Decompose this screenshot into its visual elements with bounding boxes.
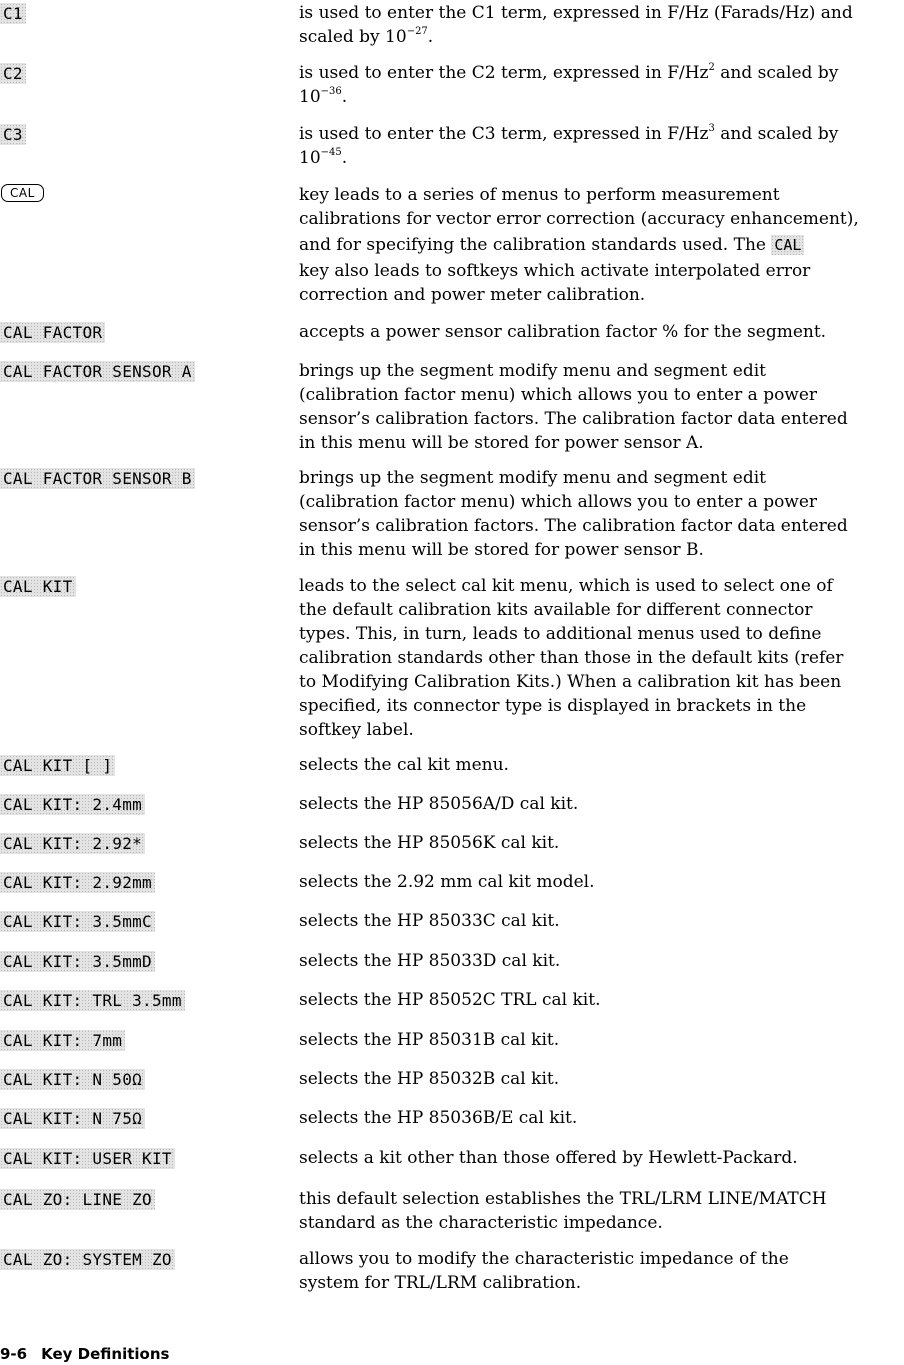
description-line: $10^{-45}$. — [299, 147, 348, 168]
description-line: calibrations for vector error correction (accuracy enhancement), — [299, 209, 859, 229]
entry-description — [299, 909, 904, 933]
description-line: selects the HP 85056K cal kit. — [299, 833, 560, 853]
description-line: calibration standards other than those in the default kits (refer — [299, 648, 844, 668]
description-line: in this menu will be stored for power sensor B. — [299, 540, 704, 560]
softkey-cal-zo-line-zo: CAL ZO: LINE ZO — [0, 1189, 155, 1210]
description-line: selects the HP 85031B cal kit. — [299, 1030, 560, 1050]
description-line: selects the HP 85036B/E cal kit. — [299, 1108, 578, 1128]
description-line: key also leads to softkeys which activate interpolated error — [299, 261, 811, 281]
description-line: correction and power meter calibration. — [299, 285, 646, 305]
description-line: and for specifying the calibration standards used. The CAL — [299, 231, 904, 259]
entry-description — [299, 183, 904, 307]
softkey-cal-factor: CAL FACTOR — [0, 322, 105, 343]
softkey-c2: C2 — [0, 63, 26, 84]
softkey-cal-kit-trl-3-5mm: CAL KIT: TRL 3.5mm — [0, 990, 185, 1011]
entry-description — [299, 792, 904, 816]
entry-description — [299, 1247, 904, 1295]
softkey-cal-kit-user-kit: CAL KIT: USER KIT — [0, 1148, 175, 1169]
description-line: (calibration factor menu) which allows you to enter a power — [299, 385, 818, 405]
softkey-cal-kit-n-50: CAL KIT: N 50Ω — [0, 1069, 145, 1090]
entry-description — [299, 122, 904, 170]
description-line: the default calibration kits available for different connector — [299, 600, 813, 620]
entry-description — [299, 1146, 904, 1170]
softkey-cal-kit-2-4mm: CAL KIT: 2.4mm — [0, 794, 145, 815]
description-line: this default selection establishes the TRL/LRM LINE/MATCH — [299, 1189, 827, 1209]
description-line: sensor’s calibration factors. The calibration factor data entered — [299, 409, 848, 429]
description-line: in this menu will be stored for power sensor A. — [299, 433, 704, 453]
description-line: scaled by $10^{-27}$. — [299, 26, 434, 47]
description-line: key leads to a series of menus to perform measurement — [299, 185, 780, 205]
description-line: to Modifying Calibration Kits.) When a calibration kit has been — [299, 672, 842, 692]
description-line: selects the HP 85052C TRL cal kit. — [299, 990, 601, 1010]
hardkey-cal: CAL — [1, 184, 44, 202]
entry-description — [299, 988, 904, 1012]
description-line: leads to the select cal kit menu, which is used to select one of — [299, 576, 833, 596]
description-line: sensor’s calibration factors. The calibration factor data entered — [299, 516, 848, 536]
description-line: $10^{-36}$. — [299, 86, 348, 107]
entry-description — [299, 1187, 904, 1235]
description-line: accepts a power sensor calibration factor % for the segment. — [299, 322, 827, 342]
softkey-cal-factor-sensor-b: CAL FACTOR SENSOR B — [0, 468, 195, 489]
entry-description — [299, 466, 904, 562]
entry-description — [299, 574, 904, 742]
description-line: selects the HP 85032B cal kit. — [299, 1069, 560, 1089]
softkey-c3: C3 — [0, 124, 26, 145]
entry-description — [299, 870, 904, 894]
entry-description — [299, 61, 904, 109]
softkey-cal-kit-7mm: CAL KIT: 7mm — [0, 1030, 125, 1051]
softkey-cal-kit-2-92mm: CAL KIT: 2.92mm — [0, 872, 155, 893]
description-line: brings up the segment modify menu and segment edit — [299, 468, 766, 488]
page-number: 9-6 — [0, 1345, 28, 1363]
description-line: allows you to modify the characteristic impedance of the — [299, 1249, 789, 1269]
description-line: selects a kit other than those offered by Hewlett-Packard. — [299, 1148, 798, 1168]
description-line: is used to enter the C3 term, expressed in F/Hz$^3$ and scaled by — [299, 123, 839, 144]
softkey-cal-kit: CAL KIT — [0, 576, 76, 597]
softkey-cal-kit-2-92-star: CAL KIT: 2.92* — [0, 833, 145, 854]
entry-description — [299, 831, 904, 855]
entry-description — [299, 1, 904, 49]
entry-description — [299, 1067, 904, 1091]
description-line: system for TRL/LRM calibration. — [299, 1273, 582, 1293]
entry-description — [299, 753, 904, 777]
softkey-cal-kit-n-75: CAL KIT: N 75Ω — [0, 1108, 145, 1129]
entry-description — [299, 949, 904, 973]
softkey-cal-factor-sensor-a: CAL FACTOR SENSOR A — [0, 361, 195, 382]
description-line: is used to enter the C2 term, expressed in F/Hz$^2$ and scaled by — [299, 62, 839, 83]
description-line: selects the HP 85033D cal kit. — [299, 951, 561, 971]
softkey-cal-kit-brackets: CAL KIT [ ] — [0, 755, 115, 776]
softkey-cal-kit-3-5mmd: CAL KIT: 3.5mmD — [0, 951, 155, 972]
description-line: selects the HP 85033C cal kit. — [299, 911, 560, 931]
softkey-cal-kit-3-5mmc: CAL KIT: 3.5mmC — [0, 911, 155, 932]
softkey-cal-zo-system-zo: CAL ZO: SYSTEM ZO — [0, 1249, 175, 1270]
description-line: softkey label. — [299, 720, 414, 740]
description-line: standard as the characteristic impedance. — [299, 1213, 663, 1233]
entry-description — [299, 320, 904, 344]
entry-description — [299, 1028, 904, 1052]
entry-description — [299, 359, 904, 455]
entry-description — [299, 1106, 904, 1130]
description-line: specified, its connector type is displayed in brackets in the — [299, 696, 807, 716]
description-line: selects the 2.92 mm cal kit model. — [299, 872, 595, 892]
description-line: types. This, in turn, leads to additional menus used to define — [299, 624, 822, 644]
description-line: selects the HP 85056A/D cal kit. — [299, 794, 579, 814]
section-title: Key Definitions — [41, 1345, 170, 1363]
description-line: (calibration factor menu) which allows you to enter a power — [299, 492, 818, 512]
softkey-c1: C1 — [0, 3, 26, 24]
description-line: is used to enter the C1 term, expressed in F/Hz (Farads/Hz) and — [299, 3, 853, 23]
description-line: brings up the segment modify menu and segment edit — [299, 361, 766, 381]
page-footer — [0, 1344, 169, 1364]
inline-softkey-cal: CAL — [771, 235, 804, 255]
description-line: selects the cal kit menu. — [299, 755, 509, 775]
